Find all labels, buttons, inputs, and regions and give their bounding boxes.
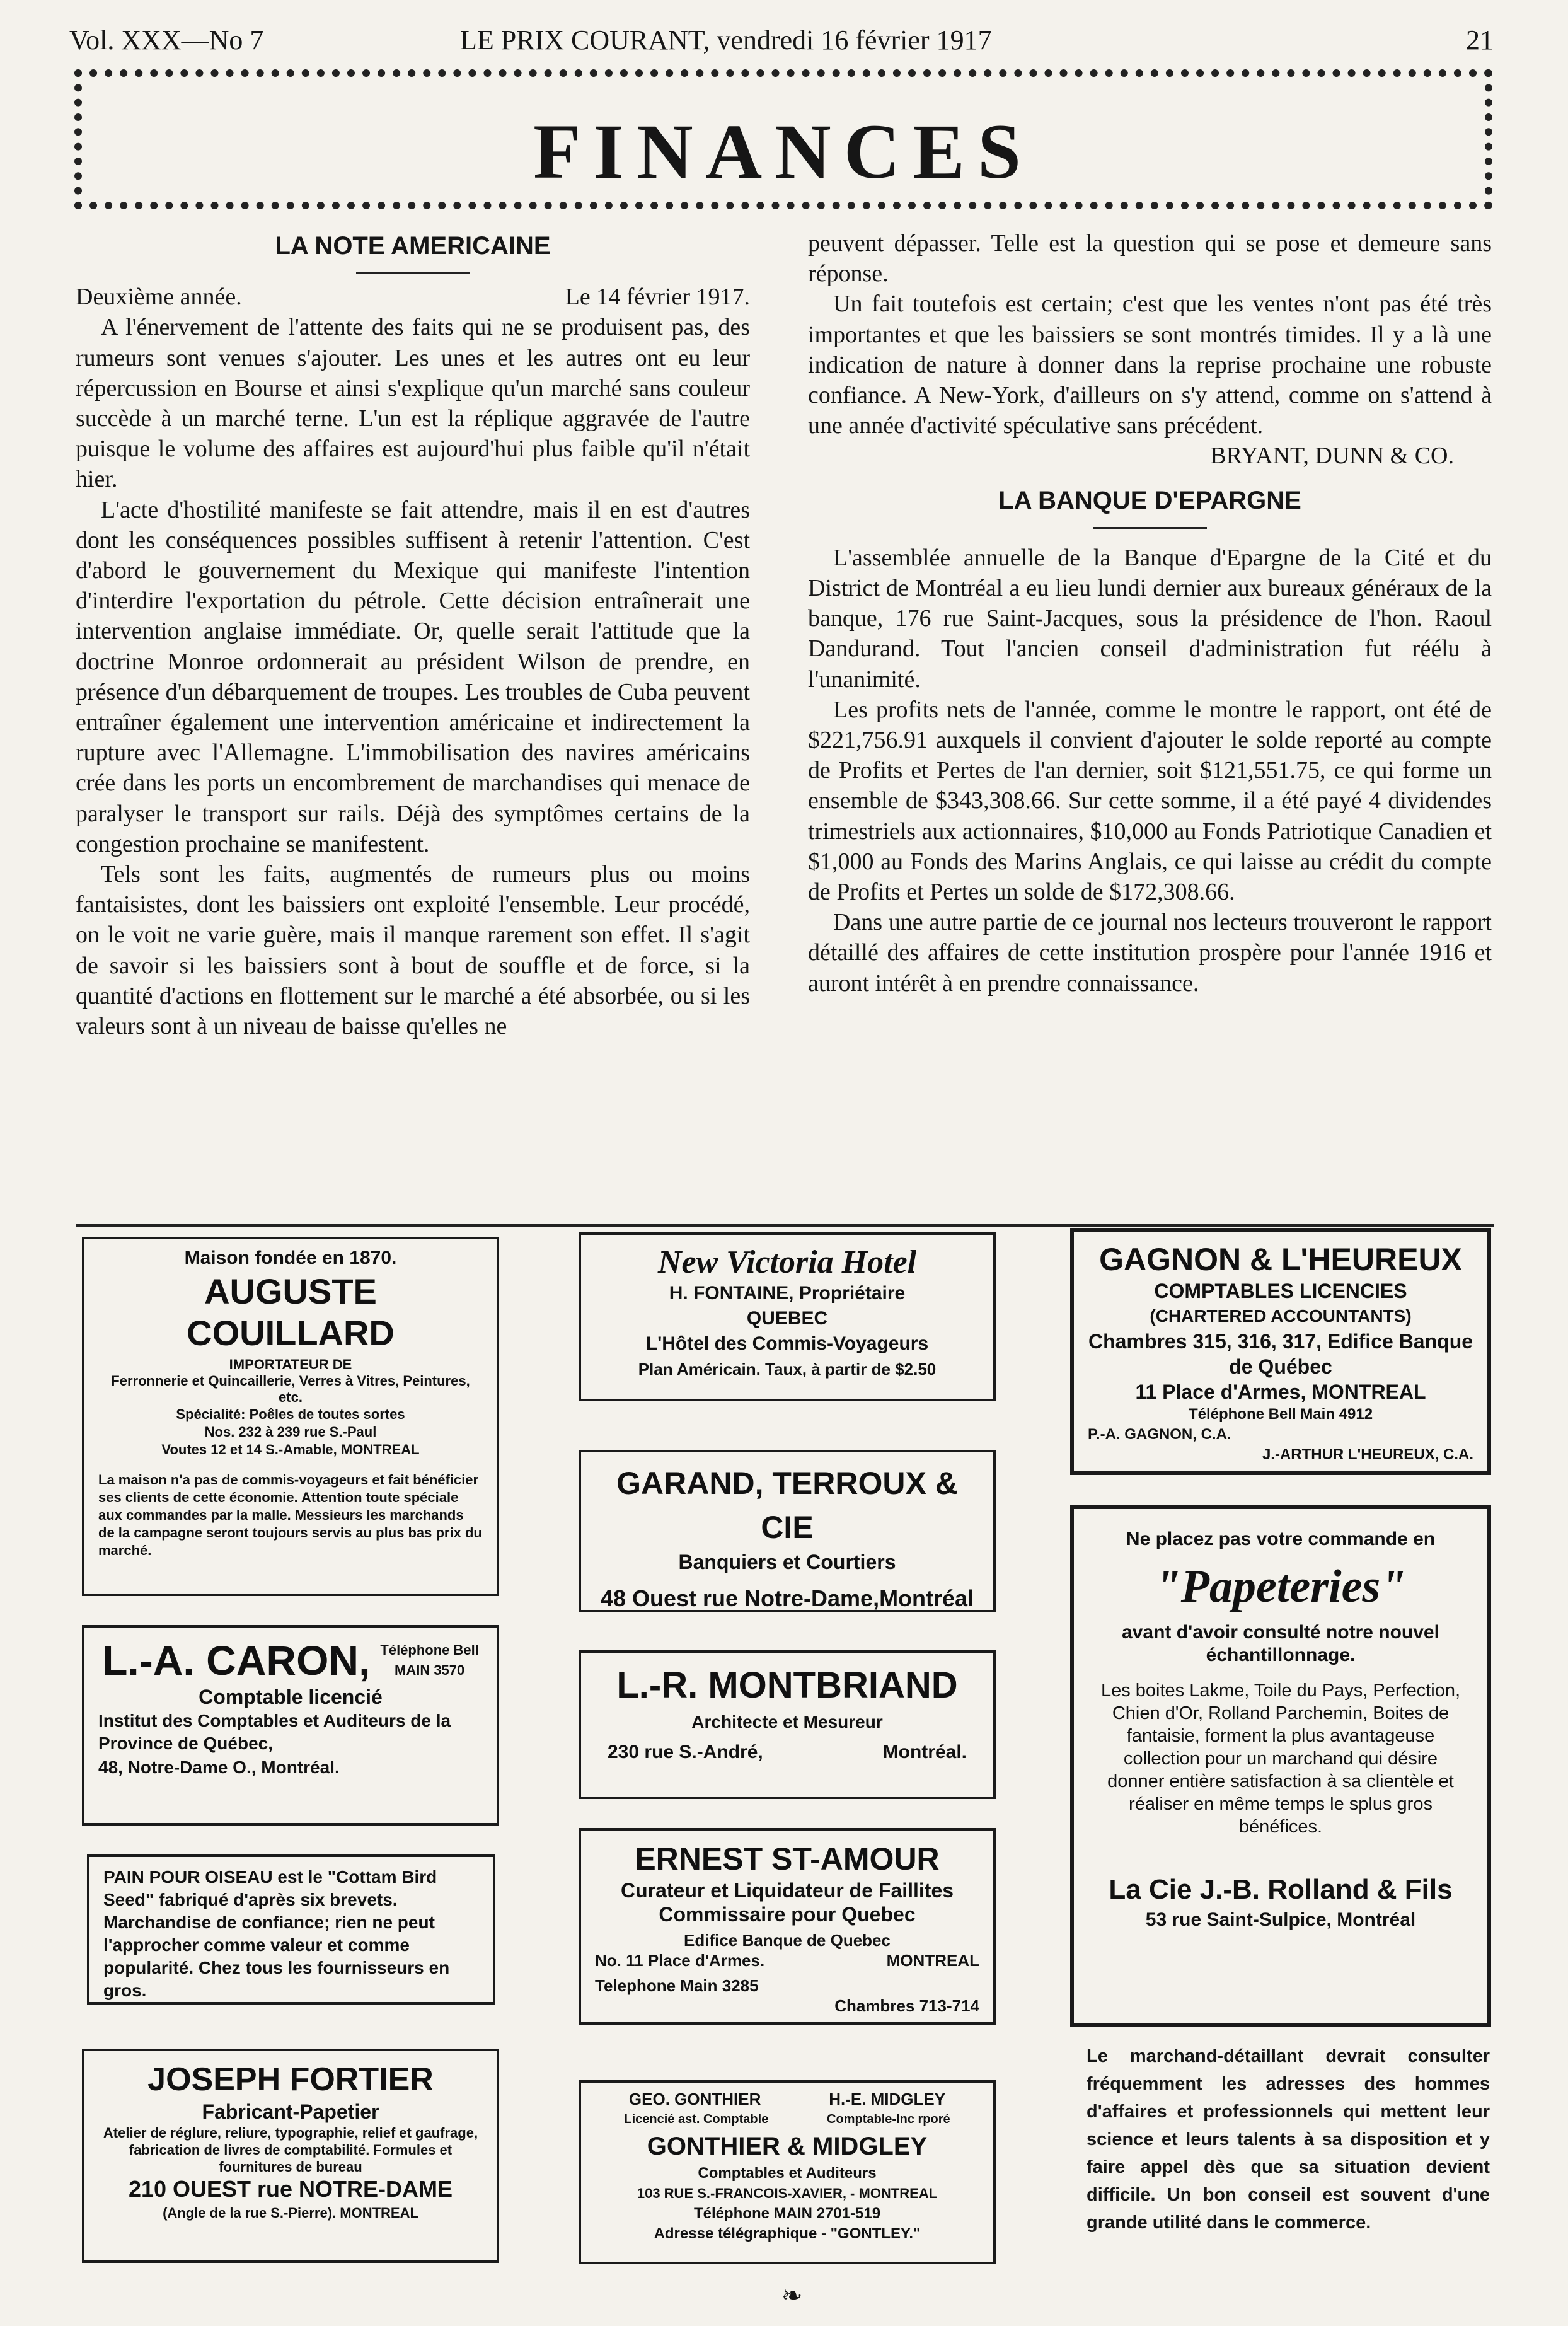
paragraph: L'acte d'hostilité manifeste se fait attendre, mais il en est d'autres dont les conséquences possibles suffisent à retenir l'attention. C'est d'abord le gouvernement du Mexique qui manifeste l'intention d'interdire l'exportation du pétrole. Cette décision entraînerait une intervention anglaise immédiate. Or, quelle serait l'attitude que la doctrine Monroe ordonnerait au président Wilson de prendre, en présence d'un débarquement de troupes. Les troubles de Cuba peuvent entraîner également une intervention américaine et indirectement la rupture avec l'Allemagne. L'immobilisation des navires américains crée dans les ports un encombrement de marchandises qui menace de paralyser le transport sur rails. Déjà des symptômes certains de la congestion prochaine se manifestent. — [76, 496, 750, 857]
page-header — [69, 24, 1494, 62]
article-title-note-americaine: LA NOTE AMERICAINE — [275, 232, 551, 260]
ad-line: MONTREAL — [886, 1951, 979, 1970]
ad-line: QUEBEC — [746, 1308, 828, 1329]
ad-line: Institut des Comptables et Auditeurs de la Province de Québec, — [98, 1711, 451, 1753]
ad-line: Nos. 232 à 239 rue S.-Paul — [204, 1424, 377, 1440]
ad-line: Curateur et Liquidateur de Faillites — [620, 1879, 954, 1902]
ad-name: ERNEST ST-AMOUR — [635, 1841, 940, 1877]
ad-line: Ne placez pas votre commande en — [1126, 1529, 1436, 1549]
ad-name: L.-A. CARON, — [102, 1637, 371, 1684]
ad-name: "Papeteries" — [1155, 1561, 1407, 1612]
paragraph: L'assemblée annuelle de la Banque d'Epargne de la Cité et du District de Montréal a eu lieu lundi dernier aux bureaux généraux de la banque, 176 rue Saint-Jacques, sous la présidence de l'hon. Raoul Dandurand. Tout l'ancien conseil d'administration fut réélu à l'unanimité. — [808, 544, 1492, 693]
paragraph: Dans une autre partie de ce journal nos lecteurs trouveront le rapport détaillé des affaires de cette institution prospère pour l'année 1916 et auront intérêt à en prendre connaissance. — [808, 909, 1492, 997]
ad-line: GEO. GONTHIER — [628, 2090, 761, 2109]
ad-line: Les boites Lakme, Toile du Pays, Perfection, Chien d'Or, Rolland Parchemin, Boites de fantaisie, forment la plus avantageuse collection pour un marchand qui désire donner entière satisfaction à sa clientèle et réaliser en même temps le splus gros bénéfices. — [1100, 1681, 1461, 1837]
ad-line: 11 Place d'Armes, MONTREAL — [1135, 1380, 1426, 1403]
article-column-left — [76, 226, 750, 1041]
ad-name: L.-R. MONTBRIAND — [616, 1665, 958, 1706]
ad-gagnon-lheureux — [1070, 1228, 1491, 1475]
ad-line: 103 RUE S.-FRANCOIS-XAVIER, - MONTREAL — [637, 2185, 938, 2201]
ad-line: Licencié ast. Comptable — [624, 2112, 769, 2126]
merchant-advice-text: Le marchand-détaillant devrait consulter fréquemment les adresses des hommes d'affaires et professionnels qui mettent leur science et leurs talents à sa disposition et y faire appel dès que sa situation devient difficile. Un bon conseil est souvent d'une grande utilité dans le commerce. — [1087, 2046, 1490, 2233]
page-number: 21 — [1466, 25, 1494, 55]
ad-line: No. 11 Place d'Armes. — [595, 1951, 765, 1970]
ad-line: Téléphone Bell — [380, 1642, 479, 1658]
ad-montbriand — [579, 1650, 996, 1799]
ad-line: Chambres 315, 316, 317, Edifice Banque de Québec — [1088, 1330, 1473, 1378]
paragraph: peuvent dépasser. Telle est la question qui se pose et demeure sans réponse. — [808, 230, 1492, 287]
ad-line: Telephone Main 3285 — [595, 1976, 759, 1995]
advertisements-divider — [76, 1224, 1494, 1227]
ad-line: Voutes 12 et 14 S.-Amable, MONTREAL — [161, 1442, 420, 1457]
title-rule — [1093, 527, 1207, 529]
ad-line: 53 rue Saint-Sulpice, Montréal — [1145, 1909, 1416, 1930]
ad-new-victoria-hotel — [579, 1232, 996, 1401]
footer-ornament-icon: ❧ — [781, 2281, 803, 2310]
ad-name: GAGNON & L'HEUREUX — [1099, 1242, 1462, 1277]
ad-line: Plan Américain. Taux, à partir de $2.50 — [638, 1360, 937, 1379]
ad-line: Adresse télégraphique - "GONTLEY." — [654, 2225, 921, 2242]
ad-line: 48, Notre-Dame O., Montréal. — [98, 1757, 340, 1777]
dateline-left: Deuxième année. — [76, 284, 242, 311]
ad-name: GONTHIER & MIDGLEY — [647, 2132, 928, 2160]
banner-title: FINANCES — [533, 108, 1034, 195]
ad-name: JOSEPH FORTIER — [147, 2061, 434, 2098]
ad-line: Commissaire pour Quebec — [659, 1903, 916, 1926]
ad-line: Ferronnerie et Quincaillerie, Verres à Vitres, Peintures, etc. — [111, 1373, 470, 1405]
ad-line: L'Hôtel des Commis-Voyageurs — [645, 1333, 929, 1354]
journal-title: LE PRIX COURANT, vendredi 16 février 1917 — [460, 25, 992, 55]
ad-text: PAIN POUR OISEAU est le "Cottam Bird Seed" fabriqué d'après six brevets. Marchandise de confiance; rien ne peut l'approcher comme valeur et comme popularité. Chez tous les fournisseurs en gros. — [103, 1867, 450, 2000]
ad-line: Atelier de réglure, reliure, typographie, relief et gaufrage, fabrication de livres de comptabilité. Formules et fournitures de bureau — [103, 2125, 478, 2175]
ad-line: Spécialité: Poêles de toutes sortes — [176, 1406, 405, 1422]
article-title-banque-epargne: LA BANQUE D'EPARGNE — [998, 486, 1301, 514]
ad-line: Comptable-Inc rporé — [827, 2112, 950, 2126]
ad-line: Comptables et Auditeurs — [698, 2165, 877, 2182]
ad-line: COMPTABLES LICENCIES — [1154, 1280, 1407, 1302]
ad-line: Maison fondée en 1870. — [184, 1247, 397, 1268]
ad-joseph-fortier — [82, 2049, 499, 2263]
ad-pain-pour-oiseau — [87, 1854, 495, 2005]
ad-line: Edifice Banque de Quebec — [684, 1931, 891, 1950]
ad-line: P.-A. GAGNON, C.A. — [1088, 1426, 1231, 1443]
ad-line: Montréal. — [882, 1742, 967, 1762]
ad-garand-terroux — [579, 1450, 996, 1612]
ad-line: (CHARTERED ACCOUNTANTS) — [1150, 1306, 1412, 1326]
ad-line: Architecte et Mesureur — [691, 1712, 883, 1732]
paragraph: Un fait toutefois est certain; c'est que les ventes n'ont pas été très importantes et que les baissiers se sont montrés timides. Il y a là une indication de nature à donner dans la reprise prochaine une robuste confiance. A New-York, d'ailleurs on s'y attend, comme on s'attend à une année d'activité spéculative sans précédent. — [808, 291, 1492, 439]
ad-line: avant d'avoir consulté notre nouvel échantillonnage. — [1122, 1622, 1439, 1665]
ad-line: Comptable licencié — [199, 1686, 383, 1708]
ad-gonthier-midgley — [579, 2080, 996, 2264]
ad-name: AUGUSTE COUILLARD — [187, 1271, 395, 1353]
ad-line: H. FONTAINE, Propriétaire — [669, 1283, 906, 1304]
finances-banner — [74, 69, 1492, 209]
title-rule — [356, 272, 470, 274]
ad-ernest-st-amour — [579, 1828, 996, 2025]
dateline-right: Le 14 février 1917. — [565, 284, 750, 311]
ad-line: Chambres 713-714 — [834, 1996, 979, 2015]
ad-line: Fabricant-Papetier — [202, 2100, 379, 2123]
ad-line: La Cie J.-B. Rolland & Fils — [1109, 1874, 1453, 1905]
ad-line: Téléphone Bell Main 4912 — [1188, 1406, 1373, 1423]
paragraph: A l'énervement de l'attente des faits qui ne se produisent pas, des rumeurs sont venues s'ajouter. Les unes et les autres ont eu leur répercussion en Bourse et ainsi s'explique qu'un marché sans couleur succède à un marché terne. L'un est la réplique aggravée de l'autre puisque le volume des affaires est aujourd'hui plus faible qu'il n'était hier. — [76, 314, 750, 493]
ad-line: Téléphone MAIN 2701-519 — [693, 2205, 881, 2222]
paragraph: Tels sont les faits, augmentés de rumeurs plus ou moins fantaisistes, dont les baissiers ont exploité l'ensemble. Leur procédé, on le voit ne varie guère, mais il manque rarement son effet. Il s'agit de savoir si les baissiers sont à bout de souffle et de force, si la quantité d'actions en flottement sur le marché a été absorbée, ou si les valeurs sont à un niveau de baisse qu'elles ne — [76, 861, 750, 1040]
ad-caron — [82, 1625, 499, 1826]
ad-line: 210 OUEST rue NOTRE-DAME — [128, 2176, 453, 2202]
volume-number: Vol. XXX—No 7 — [69, 25, 264, 55]
ad-line: H.-E. MIDGLEY — [829, 2090, 946, 2109]
dateline — [76, 282, 750, 312]
paragraph: Les profits nets de l'année, comme le montre le rapport, ont été de $221,756.91 auxquels il convient d'ajouter le solde reporté au compte de Profits et Pertes de l'an dernier, soit $121,551.75, ce qui forme un ensemble de $343,308.66. Sur cette somme, il a été payé 4 dividendes trimestriels aux actionnaires, $10,000 au Fonds Patriotique Canadien et $1,000 au Fonds des Marins Anglais, ce qui laisse au crédit du compte de Profits et Pertes un solde de $172,308.66. — [808, 696, 1492, 906]
ad-line: (Angle de la rue S.-Pierre). MONTREAL — [163, 2205, 418, 2221]
article-signature: BRYANT, DUNN & CO. — [1210, 443, 1454, 470]
ad-line: IMPORTATEUR DE — [229, 1357, 352, 1372]
ad-line: MAIN 3570 — [395, 1662, 465, 1678]
ad-name: New Victoria Hotel — [657, 1244, 917, 1280]
ad-line: Banquiers et Courtiers — [678, 1551, 896, 1573]
ad-line: 230 rue S.-André, — [608, 1742, 763, 1762]
ad-line: 48 Ouest rue Notre-Dame,Montréal — [600, 1585, 974, 1611]
ad-auguste-couillard — [82, 1237, 499, 1596]
article-column-right — [808, 228, 1492, 998]
ad-line: J.-ARTHUR L'HEUREUX, C.A. — [1262, 1446, 1473, 1463]
ad-line: La maison n'a pas de commis-voyageurs et fait bénéficier ses clients de cette économie. Attention toute spéciale aux commandes par la malle. Messieurs les marchands de la campagne seront toujours servis au plus bas prix du marché. — [98, 1472, 482, 1558]
ad-name: GARAND, TERROUX & CIE — [616, 1466, 958, 1545]
ad-papeteries — [1070, 1505, 1491, 2027]
